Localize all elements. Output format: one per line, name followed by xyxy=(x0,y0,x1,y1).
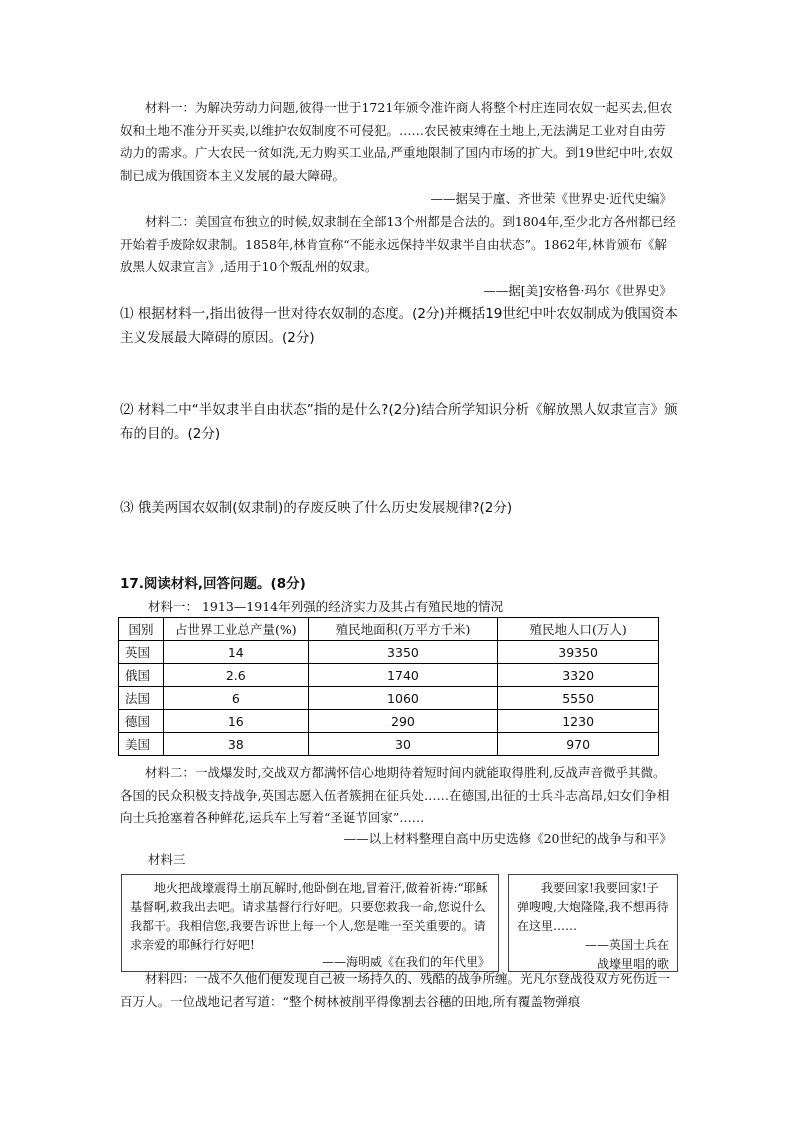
quote-box-song xyxy=(508,874,678,972)
table-cell: 英国 xyxy=(119,641,164,664)
material4-paragraph: 材料四：一战不久他们便发现自己被一场持久的、残酷的战争所缠。光凡尔登战役双方死伤近一百万人。一位战地记者写道：“整个树林被削平得像割去谷穗的田地,所有覆盖物弹痕 xyxy=(120,971,671,1009)
table-cell: 1060 xyxy=(308,687,498,710)
table-row xyxy=(119,687,659,710)
table-caption: 材料一： 1913—1914年列强的经济实力及其占有殖民地的情况 xyxy=(148,599,504,614)
table-row xyxy=(119,664,659,687)
table-cell: 38 xyxy=(163,733,308,756)
table-row xyxy=(119,733,659,756)
table-cell: 法国 xyxy=(119,687,164,710)
material2b-source: ——以上材料整理自高中历史选修《20世纪的战争与和平》 xyxy=(343,831,672,846)
quote-source: ——英国士兵在 xyxy=(584,938,669,952)
table-header: 殖民地面积(万平方千米) xyxy=(308,618,498,641)
quote-text: 我要回家!我要回家!子弹嗖嗖,大炮隆隆,我不想再待在这里…… xyxy=(517,881,669,933)
quote-text: 地火把战壕震得土崩瓦解时,他卧倒在地,冒着汗,做着祈祷:“耶稣基督啊,救我出去吧。请求基督行行好吧。只要您救我一命,您说什么我都干。我相信您,我要告诉世上每一个人,您是唯一至关重要的。请求亲爱的耶稣行行好吧! xyxy=(130,881,488,952)
material2b-paragraph: 材料二：一战爆发时,交战双方都满怀信心地期待着短时间内就能取得胜利,反战声音微乎其微。各国的民众积极支持战争,英国志愿入伍者簇拥在征兵处……在德国,出征的士兵斗志高昂,妇女们争相向士兵抢塞着各种鲜花,运兵车上写着“圣诞节回家”…… xyxy=(120,765,670,825)
table-cell: 2.6 xyxy=(163,664,308,687)
table-row xyxy=(119,641,659,664)
colonies-table xyxy=(118,617,659,756)
table-cell: 3350 xyxy=(308,641,498,664)
question-2: ⑵ 材料二中“半奴隶半自由状态”指的是什么?(2分)结合所学知识分析《解放黑人奴隶宣言》颁布的目的。(2分) xyxy=(120,402,678,442)
table-row xyxy=(119,710,659,733)
table-header: 国别 xyxy=(119,618,164,641)
table-header: 殖民地人口(万人) xyxy=(498,618,659,641)
material2-source: ——据[美]安格鲁·玛尔《世界史》 xyxy=(483,283,672,298)
material3-label: 材料三 xyxy=(148,852,186,867)
question-3: ⑶ 俄美两国农奴制(奴隶制)的存废反映了什么历史发展规律?(2分) xyxy=(120,500,513,516)
table-cell: 30 xyxy=(308,733,498,756)
quote-source: 战壕里唱的歌 xyxy=(596,957,669,971)
question-17-title: 17.阅读材料,回答问题。(8分) xyxy=(120,576,306,592)
table-cell: 1740 xyxy=(308,664,498,687)
table-cell: 14 xyxy=(163,641,308,664)
table-cell: 970 xyxy=(498,733,659,756)
table-cell: 3320 xyxy=(498,664,659,687)
material1-source: ——据吴于廑、齐世荣《世界史·近代史编》 xyxy=(430,191,672,206)
table-cell: 39350 xyxy=(498,641,659,664)
table-cell: 290 xyxy=(308,710,498,733)
table-cell: 1230 xyxy=(498,710,659,733)
table-cell: 德国 xyxy=(119,710,164,733)
table-cell: 5550 xyxy=(498,687,659,710)
material1-paragraph: 材料一：为解决劳动力问题,彼得一世于1721年颁令准许商人将整个村庄连同农奴一起买去,但农奴和土地不准分开买卖,以维护农奴制度不可侵犯。……农民被束缚在土地上,无法满足工业对自由劳动力的需求。广大农民一贫如洗,无力购买工业品,严重地限制了国内市场的扩大。到19世纪中叶,农奴制已成为俄国资本主义发展的最大障碍。 xyxy=(120,100,673,183)
quote-source: ——海明威《在我们的年代里》 xyxy=(321,955,490,969)
table-header: 占世界工业总产量(%) xyxy=(163,618,308,641)
quote-box-hemingway xyxy=(121,874,499,972)
material2-paragraph: 材料二：美国宣布独立的时候,奴隶制在全部13个州都是合法的。到1804年,至少北方各州都已经开始着手废除奴隶制。1858年,林肯宣称“不能永远保持半奴隶半自由状态”。1862年,林肯颁布《解放黑人奴隶宣言》,适用于10个叛乱州的奴隶。 xyxy=(120,214,676,274)
table-cell: 美国 xyxy=(119,733,164,756)
table-cell: 6 xyxy=(163,687,308,710)
table-cell: 16 xyxy=(163,710,308,733)
table-cell: 俄国 xyxy=(119,664,164,687)
table-header-row xyxy=(119,618,659,641)
question-1: ⑴ 根据材料一,指出彼得一世对待农奴制的态度。(2分)并概括19世纪中叶农奴制成为俄国资本主义发展最大障碍的原因。(2分) xyxy=(120,306,678,346)
